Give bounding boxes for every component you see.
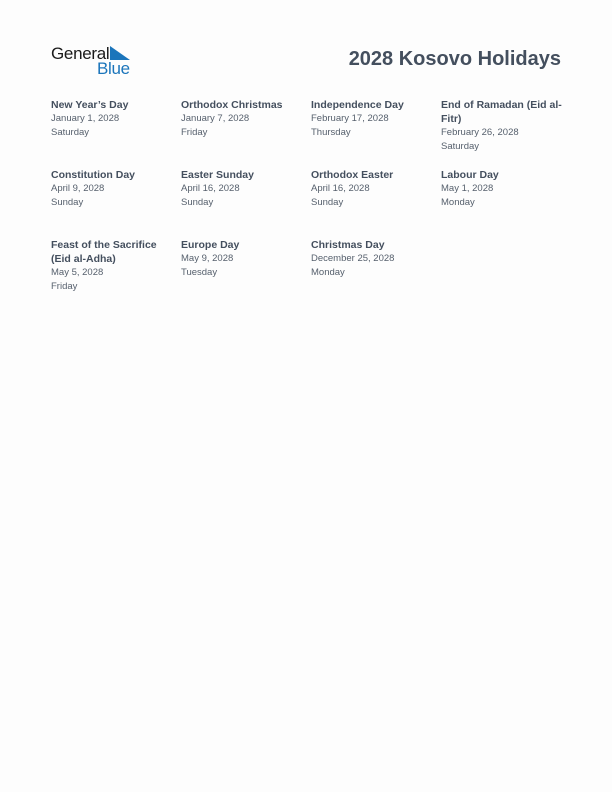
holiday-name: Feast of the Sacrifice (Eid al-Adha): [51, 239, 157, 265]
holiday-date: February 26, 2028: [441, 127, 519, 138]
holiday-name: Christmas Day: [311, 239, 385, 251]
holiday-name: Orthodox Easter: [311, 169, 394, 181]
holiday-item: [181, 168, 305, 210]
holiday-weekday: Friday: [181, 127, 208, 138]
holiday-date: January 1, 2028: [51, 113, 120, 124]
holiday-date: April 9, 2028: [51, 183, 105, 194]
page-title: 2028 Kosovo Holidays: [348, 48, 561, 70]
holiday-date: April 16, 2028: [311, 183, 370, 194]
holiday-date: December 25, 2028: [311, 253, 395, 264]
holiday-weekday: Saturday: [441, 141, 480, 152]
holiday-item: [441, 168, 565, 210]
holiday-weekday: Sunday: [51, 197, 84, 208]
holiday-weekday: Friday: [51, 281, 78, 292]
holiday-item: [311, 238, 435, 280]
holiday-weekday: Thursday: [311, 127, 351, 138]
holiday-item: [51, 98, 175, 140]
holiday-name: Labour Day: [441, 169, 499, 181]
holiday-item: [51, 238, 175, 294]
holiday-item: [181, 98, 305, 140]
holiday-name: New Year’s Day: [51, 99, 129, 111]
logo-general-text: General: [51, 44, 110, 63]
holiday-name: Independence Day: [311, 99, 404, 111]
holiday-date: May 5, 2028: [51, 267, 104, 278]
holiday-weekday: Saturday: [51, 127, 90, 138]
logo-blue-text: Blue: [97, 59, 130, 78]
holiday-name: Constitution Day: [51, 169, 135, 181]
holiday-item: [311, 168, 435, 210]
holiday-weekday: Monday: [441, 197, 475, 208]
holiday-item: [181, 238, 305, 280]
holiday-weekday: Monday: [311, 267, 345, 278]
holiday-date: April 16, 2028: [181, 183, 240, 194]
holiday-date: February 17, 2028: [311, 113, 389, 124]
holiday-name: Orthodox Christmas: [181, 99, 283, 111]
holiday-date: May 9, 2028: [181, 253, 234, 264]
holiday-weekday: Tuesday: [181, 267, 218, 278]
holiday-weekday: Sunday: [311, 197, 344, 208]
holiday-name: Europe Day: [181, 239, 240, 251]
holiday-date: January 7, 2028: [181, 113, 250, 124]
holiday-name: End of Ramadan (Eid al-Fitr): [441, 99, 562, 125]
holiday-weekday: Sunday: [181, 197, 214, 208]
holiday-item: [51, 168, 175, 210]
holiday-name: Easter Sunday: [181, 169, 254, 181]
holiday-item: [441, 98, 565, 154]
holiday-item: [311, 98, 435, 140]
logo-triangle-icon: [110, 46, 130, 60]
holiday-date: May 1, 2028: [441, 183, 494, 194]
generalblue-logo: [51, 44, 141, 78]
